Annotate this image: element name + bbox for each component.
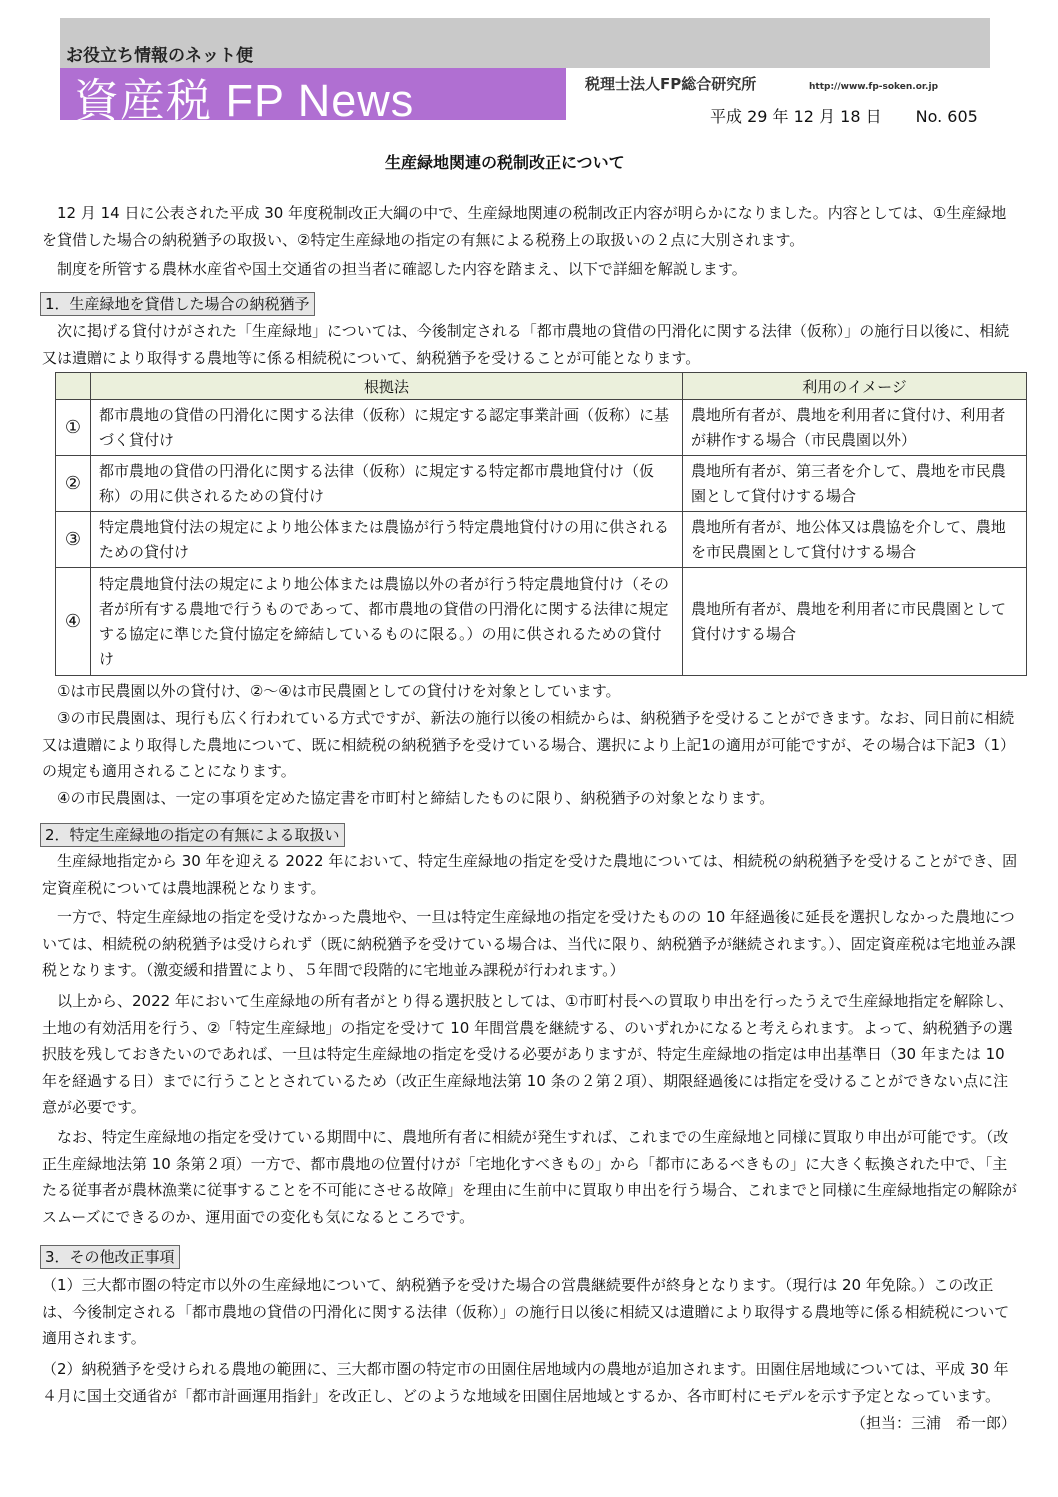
table-header-row bbox=[56, 373, 1027, 400]
table-header-image: 利用のイメージ bbox=[683, 373, 1027, 400]
table-header-num bbox=[56, 373, 91, 400]
note-2: ③の市民農園は、現行も広く行われている方式ですが、新法の施行以後の相続からは、納税猶予を受けることができます。なお、同日前に相続又は遺贈により取得した農地について、既に相続税の納税猶予を受けている場合、選択により上記1の適用が可能ですが、その場合は下記3（1）の規定も適用されることになります。 bbox=[42, 709, 1016, 780]
section-1-lead: 次に掲げる貸付けがされた「生産緑地」については、今後制定される「都市農地の貸借の円滑化に関する法律（仮称）」の施行日以後に、相続又は遺贈により取得する農地等に係る相続税について、納税猶予を受けることが可能となります。 bbox=[42, 322, 1010, 367]
tagline: お役立ち情報のネット便 bbox=[66, 46, 253, 66]
row-number: ① bbox=[56, 400, 91, 456]
intro-paragraph-1: 12 月 14 日に公表された平成 30 年度税制改正大綱の中で、生産緑地関連の税制改正内容が明らかになりました。内容としては、①生産緑地を貸借した場合の納税猶予の取扱い、②特定生産緑地の指定の有無による税務上の取扱いの２点に大別されます。 bbox=[42, 204, 1007, 249]
row-number: ④ bbox=[56, 568, 91, 676]
issue-meta bbox=[710, 104, 978, 127]
section-2-heading: 2．特定生産緑地の指定の有無による取扱い bbox=[40, 823, 345, 847]
note-1: ①は市民農園以外の貸付け、②～④は市民農園としての貸付けを対象としています。 bbox=[57, 682, 621, 700]
table-row bbox=[56, 456, 1027, 512]
table-row bbox=[56, 400, 1027, 456]
section-1-heading: 1．生産緑地を貸借した場合の納税猶予 bbox=[40, 292, 315, 316]
row-image: 農地所有者が、第三者を介して、農地を市民農園として貸付けする場合 bbox=[683, 456, 1027, 512]
section-2-paragraph-1: 生産緑地指定から 30 年を迎える 2022 年において、特定生産緑地の指定を受けた農地については、相続税の納税猶予を受けることができ、固定資産税については農地課税となります。 bbox=[42, 852, 1018, 897]
author-signature: （担当：三浦 希一郎） bbox=[850, 1414, 1016, 1432]
table-header-basis: 根拠法 bbox=[91, 373, 683, 400]
row-basis: 特定農地貸付法の規定により地公体または農協が行う特定農地貸付けの用に供されるための貸付け bbox=[91, 512, 683, 568]
row-basis: 都市農地の貸借の円滑化に関する法律（仮称）に規定する認定事業計画（仮称）に基づく貸付け bbox=[91, 400, 683, 456]
note-3: ④の市民農園は、一定の事項を定めた協定書を市町村と締結したものに限り、納税猶予の対象となります。 bbox=[57, 789, 775, 807]
row-image: 農地所有者が、農地を利用者に市民農園として貸付けする場合 bbox=[683, 568, 1027, 676]
section-3-heading: 3．その他改正事項 bbox=[40, 1245, 180, 1269]
row-number: ② bbox=[56, 456, 91, 512]
lending-types-table bbox=[55, 372, 1027, 676]
row-basis: 都市農地の貸借の円滑化に関する法律（仮称）に規定する特定都市農地貸付け（仮称）の用に供されるための貸付け bbox=[91, 456, 683, 512]
firm-name: 税理士法人FP総合研究所 bbox=[585, 75, 757, 93]
issue-date: 平成 29 年 12 月 18 日 bbox=[710, 107, 882, 126]
row-image: 農地所有者が、地公体又は農協を介して、農地を市民農園として貸付けする場合 bbox=[683, 512, 1027, 568]
section-2-paragraph-2: 一方で、特定生産緑地の指定を受けなかった農地や、一旦は特定生産緑地の指定を受けたものの 10 年経過後に延長を選択しなかった農地については、相続税の納税猶予は受けられず（既に納税猶予を受けている場合は、当代に限り、納税猶予が継続されます。）、固定資産税は宅地並み課税となります。（激変緩和措置により、５年間で段階的に宅地並み課税が行われます。） bbox=[42, 908, 1016, 979]
firm-url[interactable]: http://www.fp-soken.or.jp bbox=[809, 82, 939, 92]
section-3-item-1: （1）三大都市圏の特定市以外の生産緑地について、納税猶予を受けた場合の営農継続要件が終身となります。（現行は 20 年免除。）この改正は、今後制定される「都市農地の貸借の円滑化に関する法律（仮称）」の施行日以後に相続又は遺贈により取得する農地等に係る相続税について適用されます。 bbox=[42, 1276, 1010, 1347]
article-headline: 生産緑地関連の税制改正について bbox=[385, 153, 625, 172]
newsletter-title: 資産税 FP News bbox=[74, 75, 415, 126]
row-basis: 特定農地貸付法の規定により地公体または農協以外の者が行う特定農地貸付け（その者が所有する農地で行うものであって、都市農地の貸借の円滑化に関する法律に規定する協定に準じた貸付協定を締結しているものに限る。）の用に供されるための貸付け bbox=[91, 568, 683, 676]
intro-paragraph-2: 制度を所管する農林水産省や国土交通省の担当者に確認した内容を踏まえ、以下で詳細を解説します。 bbox=[57, 260, 747, 278]
issue-number: No. 605 bbox=[915, 107, 978, 126]
section-2-paragraph-4: なお、特定生産緑地の指定を受けている期間中に、農地所有者に相続が発生すれば、これまでの生産緑地と同様に買取り申出が可能です。（改正生産緑地法第 10 条第２項）一方で、都市農地の位置付けが「宅地化すべきもの」から「都市にあるべきもの」に大きく転換された中で、「主たる従事者が農林漁業に従事することを不可能にさせる故障」を理由に生前中に買取り申出を行う場合、これまでと同様に生産緑地指定の解除がスムーズにできるのか、運用面での変化も気になるところです。 bbox=[42, 1128, 1018, 1226]
table-row bbox=[56, 512, 1027, 568]
table-row bbox=[56, 568, 1027, 676]
row-image: 農地所有者が、農地を利用者に貸付け、利用者が耕作する場合（市民農園以外） bbox=[683, 400, 1027, 456]
row-number: ③ bbox=[56, 512, 91, 568]
section-2-paragraph-3: 以上から、2022 年において生産緑地の所有者がとり得る選択肢としては、①市町村長への買取り申出を行ったうえで生産緑地指定を解除し、土地の有効活用を行う、②「特定生産緑地」の指定を受けて 10 年間営農を継続する、のいずれかになると考えられます。よって、納税猶予の選択肢を残しておきたいのであれば、一旦は特定生産緑地の指定を受ける必要がありますが、特定生産緑地の指定は申出基準日（30 年または 10 年を経過する日）までに行うこととされているため（改正生産緑地法第 10 条の２第２項）、期限経過後には指定を受けることができない点に注意が必要です。 bbox=[42, 992, 1014, 1116]
section-3-item-2: （2）納税猶予を受けられる農地の範囲に、三大都市圏の特定市の田園住居地域内の農地が追加されます。田園住居地域については、平成 30 年４月に国土交通省が「都市計画運用指針」を改正し、どのような地域を田園住居地域とするか、各市町村にモデルを示す予定となっています。 bbox=[42, 1360, 1009, 1405]
